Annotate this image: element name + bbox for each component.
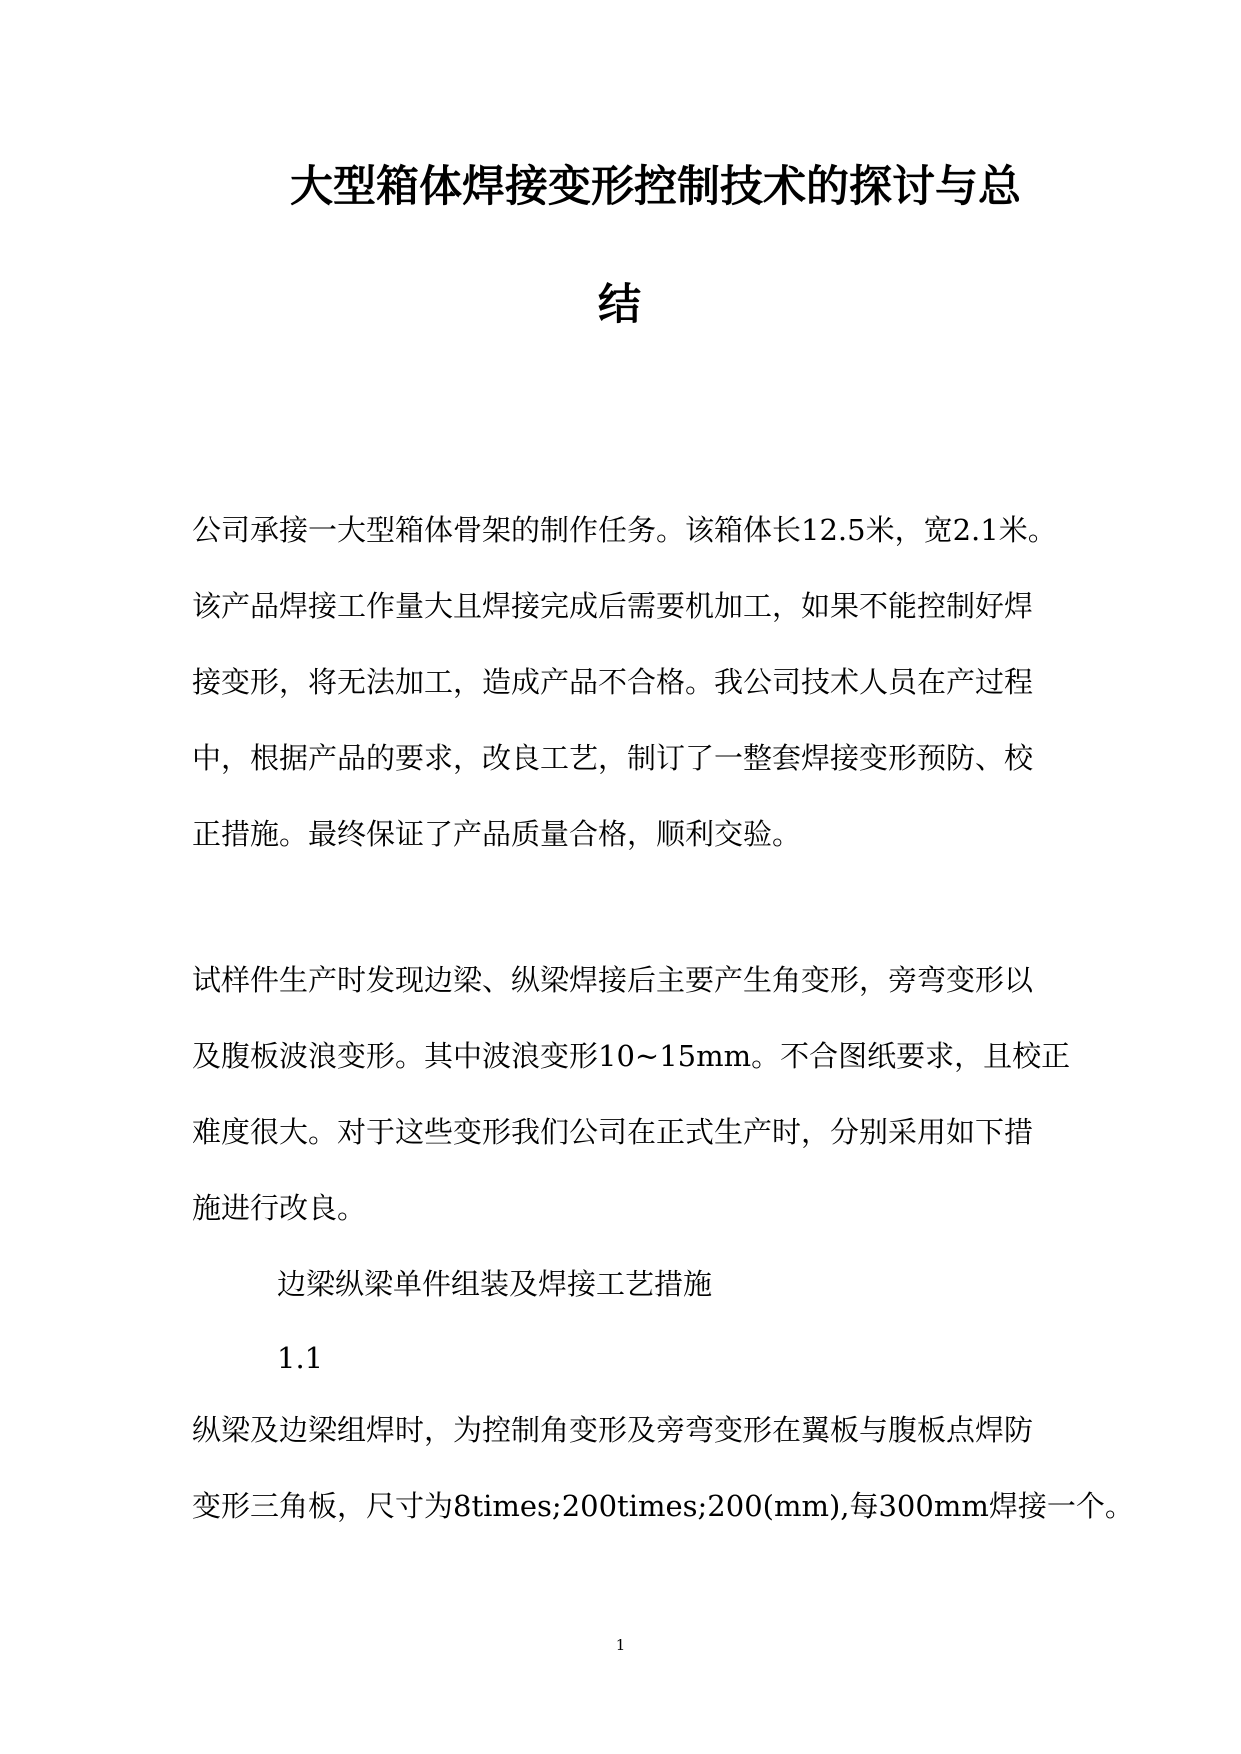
document-title-line-2: 结: [598, 280, 641, 330]
paragraph-line: 纵梁及边梁组焊时，为控制角变形及旁弯变形在翼板与腹板点焊防: [192, 1413, 1034, 1447]
paragraph-line: 正措施。最终保证了产品质量合格，顺利交验。: [192, 817, 802, 851]
paragraph-line: 试样件生产时发现边梁、纵梁焊接后主要产生角变形，旁弯变形以: [192, 963, 1034, 997]
section-number: 1.1: [277, 1341, 324, 1375]
paragraph-line: 变形三角板，尺寸为8times;200times;200(mm),每300mm焊接一个。: [192, 1489, 1134, 1523]
section-heading: 边梁纵梁单件组装及焊接工艺措施: [277, 1267, 713, 1301]
paragraph-line: 该产品焊接工作量大且焊接完成后需要机加工，如果不能控制好焊: [192, 589, 1034, 623]
paragraph-line: 施进行改良。: [192, 1191, 367, 1225]
document-title-line-1: 大型箱体焊接变形控制技术的探讨与总: [290, 162, 1021, 212]
paragraph-line: 中，根据产品的要求，改良工艺，制订了一整套焊接变形预防、校: [192, 741, 1034, 775]
paragraph-line: 接变形，将无法加工，造成产品不合格。我公司技术人员在产过程: [192, 665, 1034, 699]
paragraph-line: 公司承接一大型箱体骨架的制作任务。该箱体长12.5米，宽2.1米。: [192, 513, 1057, 547]
paragraph-line: 难度很大。对于这些变形我们公司在正式生产时，分别采用如下措: [192, 1115, 1034, 1149]
page-number: 1: [615, 1636, 626, 1654]
paragraph-line: 及腹板波浪变形。其中波浪变形10~15mm。不合图纸要求，且校正: [192, 1039, 1071, 1073]
